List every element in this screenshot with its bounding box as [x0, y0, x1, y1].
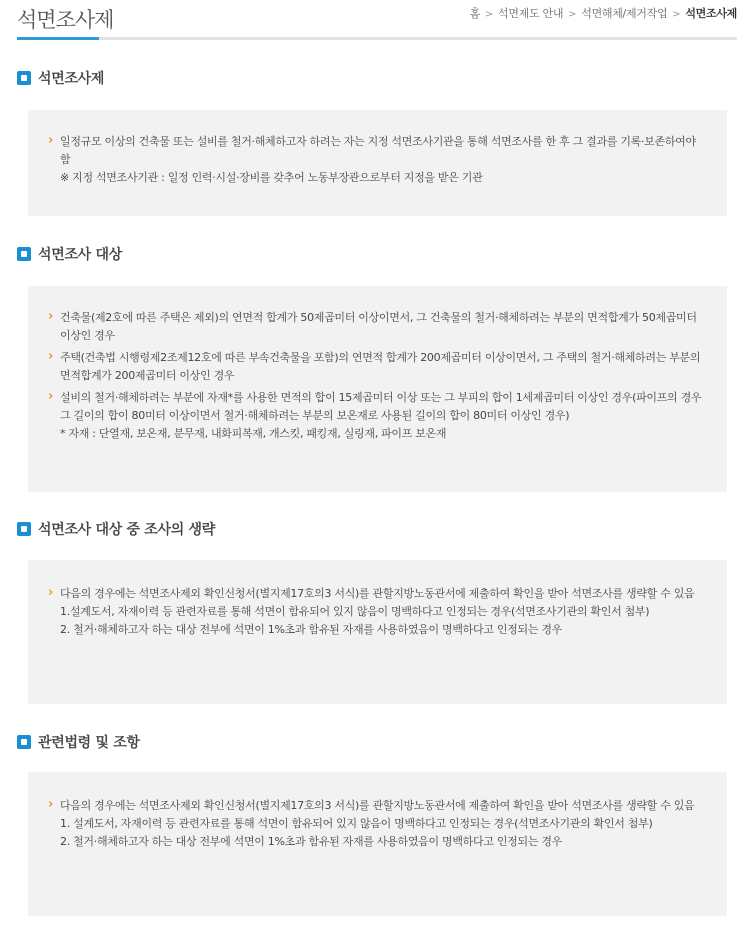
section-title: 석면조사 대상 중 조사의 생략	[38, 522, 215, 538]
page-header	[17, 0, 737, 42]
square-bullet-icon	[17, 247, 31, 261]
list-item: › 다음의 경우에는 석면조사제외 확인신청서(별지제17호의3 서식)를 관할지방노동관서에 제출하여 확인을 받아 석면조사를 생략할 수 있음 1. 설계도서, 자재이력 등 관련자료를 통해 석면이 함유되어 있지 않음이 명백하다고 인정되는 경우(석면조사기관의 확인서 첨부) 2. 철거·해체하고자 하는 대상 전부에 석면이 1%초과 함유된 자재를 사용하였음이 명백하다고 인정되는 경우	[48, 797, 705, 851]
chevron-right-icon: >	[484, 9, 493, 20]
chevron-right-icon: >	[568, 9, 577, 20]
list-item: › 일정규모 이상의 건축물 또는 설비를 철거·해체하고자 하려는 자는 지정 석면조사기관을 통해 석면조사를 한 후 그 결과를 기록·보존하여야 함 ※ 지정 석면조사기관 : 일정 인력·시설·장비를 갖추어 노동부장관으로부터 지정을 받은 기관	[48, 133, 705, 187]
breadcrumb	[470, 5, 737, 21]
list-item: › 주택(건축법 시행령제2조제12호에 따른 부속건축물을 포함)의 연면적 합계가 200제곱미터 이상이면서, 그 주택의 철거·해체하려는 부분의 면적합계가 200제곱미터 이상인 경우	[48, 349, 705, 385]
square-bullet-icon	[17, 522, 31, 536]
section-box-related-laws	[28, 772, 727, 916]
section-box-survey-targets	[28, 286, 727, 492]
list-item: › 건축물(제2호에 따른 주택은 제외)의 연면적 합계가 50제곱미터 이상이면서, 그 건축물의 철거·해체하려는 부분의 면적합계가 50제곱미터 이상인 경우	[48, 309, 705, 345]
square-bullet-icon	[17, 735, 31, 749]
section-box-survey-system	[28, 110, 727, 216]
breadcrumb-home[interactable]: 홈	[469, 7, 480, 20]
breadcrumb-asbestos-system[interactable]: 석면제도 안내	[498, 7, 564, 20]
breadcrumb-current[interactable]: 석면조사제	[685, 7, 737, 20]
chevron-right-icon: >	[672, 9, 681, 20]
list-item: › 설비의 철거·해체하려는 부분에 자재*를 사용한 면적의 합이 15제곱미터 이상 또는 그 부피의 합이 1세제곱미터 이상인 경우(파이프의 경우 그 길이의 합이 80미터 이상이면서 철거·해체하려는 부분의 보온재로 사용된 길이의 합이 80미터 이상인 경우) * 자재 : 단열재, 보온재, 분무재, 내화피복재, 개스킷, 패킹재, 실링재, 파이프 보온재	[48, 389, 705, 443]
page-title: 석면조사제	[17, 8, 114, 32]
section-title: 관련법령 및 조항	[38, 735, 140, 751]
section-title: 석면조사 대상	[38, 247, 122, 263]
breadcrumb-removal-work[interactable]: 석면해체/제거작업	[581, 7, 668, 20]
square-bullet-icon	[17, 71, 31, 85]
list-item: › 다음의 경우에는 석면조사제외 확인신청서(별지제17호의3 서식)를 관할지방노동관서에 제출하여 확인을 받아 석면조사를 생략할 수 있음 1.설계도서, 자재이력 등 관련자료를 통해 석면이 함유되어 있지 않음이 명백하다고 인정되는 경우(석면조사기관의 확인서 첨부) 2. 철거·해체하고자 하는 대상 전부에 석면이 1%초과 함유된 자재를 사용하였음이 명백하다고 인정되는 경우	[48, 585, 705, 639]
title-accent-bar	[17, 37, 99, 40]
section-title: 석면조사제	[38, 71, 105, 87]
section-box-survey-exemption	[28, 560, 727, 704]
title-divider	[17, 37, 737, 40]
